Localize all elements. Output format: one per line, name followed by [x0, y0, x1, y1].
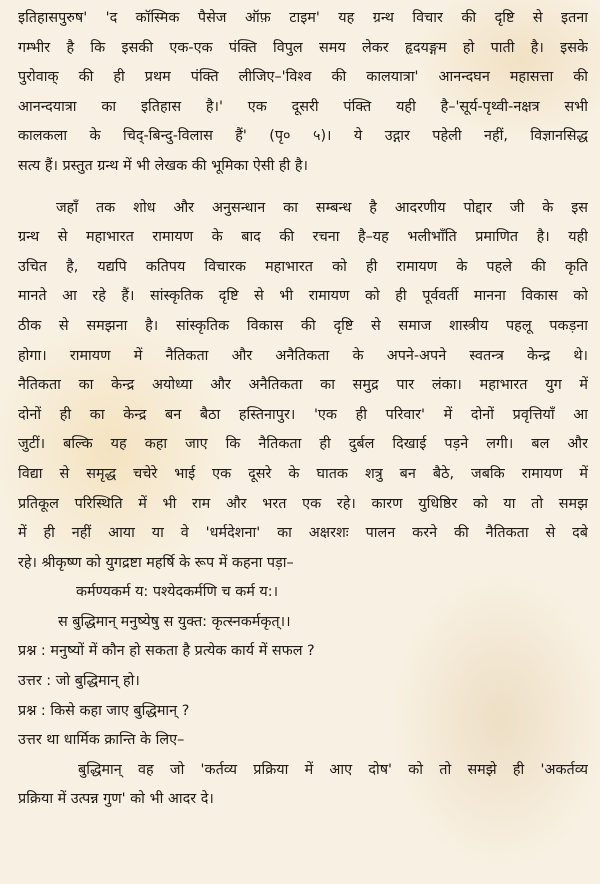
paragraph-line: आनन्दयात्रा का इतिहास है।' एक दूसरी पंक्ति यही है–'सूर्य-पृथ्वी-नक्षत्र सभी — [18, 98, 588, 115]
paragraph-line: दोनों ही का केन्द्र बन बैठा हस्तिनापुर। 'एक ही परिवार' में दोनों प्रवृत्तियाँ आ — [18, 406, 588, 423]
paragraph-line: उचित है, यद्यपि कतिपय विचारक महाभारत को ही रामायण के पहले की कृति — [18, 258, 588, 275]
paragraph-line: होगा। रामायण में नैतिकता और अनैतिकता के अपने-अपने स्वतन्त्र केन्द्र थे। — [18, 347, 588, 364]
verse-line-1: कर्मण्यकर्म य: पश्येदकर्मणि च कर्म य:। — [76, 584, 279, 601]
paragraph-line: नैतिकता का केन्द्र अयोध्या और अनैतिकता का समुद्र पार लंका। महाभारत युग में — [18, 377, 588, 394]
verse-line-2: स बुद्धिमान् मनुष्येषु स युक्त: कृत्स्नकर्मकृत्।। — [58, 613, 291, 630]
paragraph-line: जुटीं। बल्कि यह कहा जाए कि नैतिकता ही दुर्बल दिखाई पड़ने लगी। बल और — [18, 436, 588, 453]
paragraph-line: ठीक से समझना है। सांस्कृतिक विकास की दृष्टि से समाज शास्त्रीय पहलू पकड़ना — [18, 317, 588, 334]
question-answer — [18, 637, 588, 755]
paragraph-line: प्रतिकूल परिस्थिति में भी राम और भरत एक रहे। कारण युधिष्ठिर को या तो समझ — [18, 495, 588, 512]
sanskrit-verse — [18, 578, 588, 637]
closing-paragraph — [18, 756, 588, 815]
paragraph-line: मानते आ रहे हैं। सांस्कृतिक दृष्टि से भी रामायण को ही पूर्ववर्ती मानना विकास को — [18, 288, 588, 305]
paragraph-line: पुरोवाक् की ही प्रथम पंक्ति लीजिए–'विश्व की कालयात्रा' आनन्दघन महासत्ता की — [18, 69, 588, 86]
paragraph-1 — [18, 4, 588, 182]
paragraph-line: विद्या से समृद्ध चचेरे भाई एक दूसरे के घातक शत्रु बन बैठे, जबकि रामायण में — [18, 465, 588, 482]
paragraph-line: गम्भीर है कि इसकी एक-एक पंक्ति विपुल समय लेकर हृदयङ्गम हो पाती है। इसके — [18, 39, 588, 56]
page-text — [18, 4, 588, 815]
paragraph-line: कालकला के चिद्-बिन्दु-विलास हैं' (पृ० ५)। ये उद्गार पहेली नहीं, विज्ञानसिद्ध — [18, 128, 588, 145]
paragraph-line: रहे। श्रीकृष्ण को युगद्रष्टा महर्षि के रूप में कहना पड़ा– — [18, 554, 294, 571]
answer-1: उत्तर : जो बुद्धिमान् हो। — [18, 673, 140, 690]
answer-2: उत्तर था धार्मिक क्रान्ति के लिए– — [18, 732, 185, 749]
paragraph-line: बुद्धिमान् वह जो 'कर्तव्य प्रक्रिया में आए दोष' को तो समझे ही 'अकर्तव्य — [78, 761, 588, 778]
paragraph-line: जहाँ तक शोध और अनुसन्धान का सम्बन्ध है आदरणीय पोद्दार जी के इस — [56, 199, 588, 216]
paragraph-2 — [18, 194, 588, 579]
question-2: प्रश्न : किसे कहा जाए बुद्धिमान् ? — [18, 702, 190, 719]
paragraph-line: सत्य हैं। प्रस्तुत ग्रन्थ में भी लेखक की भूमिका ऐसी ही है। — [18, 157, 308, 174]
question-1: प्रश्न : मनुष्यों में कौन हो सकता है प्रत्येक कार्य में सफल ? — [18, 643, 315, 660]
paragraph-line: ग्रन्थ से महाभारत रामायण के बाद की रचना है–यह भलीभाँति प्रमाणित है। यही — [18, 229, 588, 246]
paragraph-line: में ही नहीं आया या वे 'धर्मदेशना' का अक्षरशः पालन करने की नैतिकता से दबे — [18, 525, 588, 542]
paragraph-line: प्रक्रिया में उत्पन्न गुण' को भी आदर दे। — [18, 791, 214, 808]
paragraph-line: इतिहासपुरुष' 'द कॉस्मिक पैसेज ऑफ़ टाइम' यह ग्रन्थ विचार की दृष्टि से इतना — [18, 10, 588, 26]
